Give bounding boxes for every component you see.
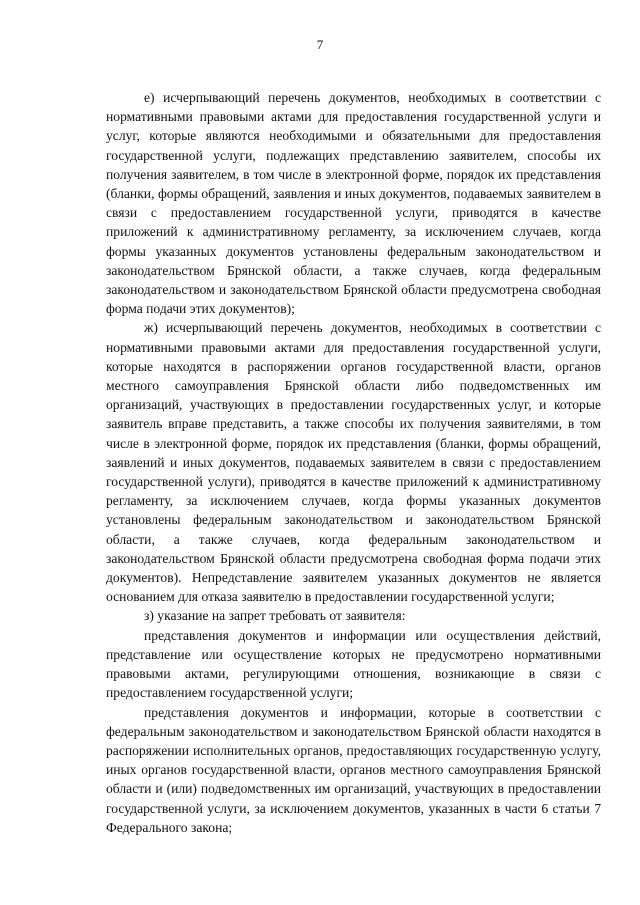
paragraph-zh: ж) исчерпывающий перечень документов, необходимых в соответствии с нормативными правовыми актами для предоставления государственной услуги, которые находятся в распоряжении органов государственной власти, органов местного самоуправления Брянской области либо подведомственных им организаций, участвующих в предоставлении государственных услуг, и которые заявитель вправе представить, а также способы их получения заявителями, в том числе в электронной форме, порядок их представления (бланки, формы обращений, заявлений и иных документов, подаваемых заявителем в связи с предоставлением государственной услуги), приводятся в качестве приложений к административному регламенту, за исключением случаев, когда формы указанных документов установлены федеральным законодательством и законодательством Брянской области, а также случаев, когда федеральным законодательством и законодательством Брянской области предусмотрена свободная форма подачи этих документов). Непредставление заявителем указанных документов не является основанием для отказа заявителю в предоставлении государственной услуги;	[106, 320, 601, 605]
page-number: 7	[316, 37, 324, 52]
paragraph-z: з) указание на запрет требовать от заявителя:	[144, 608, 406, 624]
document-body	[106, 88, 601, 837]
paragraph-e: е) исчерпывающий перечень документов, необходимых в соответствии с нормативными правовыми актами для предоставления государственной услуги и услуг, которые являются необходимыми и обязательными для предоставления государственной услуги, подлежащих представлению заявителем, способы их получения заявителем, в том числе в электронной форме, порядок их представления (бланки, формы обращений, заявления и иных документов, подаваемых заявителем в связи с предоставлением государственной услуги, приводятся в качестве приложений к административному регламенту, за исключением случаев, когда формы указанных документов установлены федеральным законодательством и законодательством Брянской области, а также случаев, когда федеральным законодательством и законодательством Брянской области предусмотрена свободная форма подачи этих документов);	[106, 90, 601, 317]
paragraph-z-item-1: представления документов и информации или осуществления действий, представление или осуществление которых не предусмотрено нормативными правовыми актами, регулирующими отношения, возникающие в связи с предоставлением государственной услуги;	[106, 627, 601, 701]
paragraph-z-item-2: представления документов и информации, которые в соответствии с федеральным законодательством и законодательством Брянской области находятся в распоряжении исполнительных органов, предоставляющих государственную услугу, иных органов государственной власти, органов местного самоуправления Брянской области и (или) подведомственных им организаций, участвующих в предоставлении государственной услуги, за исключением документов, указанных в части 6 статьи 7 Федерального закона;	[106, 704, 601, 835]
